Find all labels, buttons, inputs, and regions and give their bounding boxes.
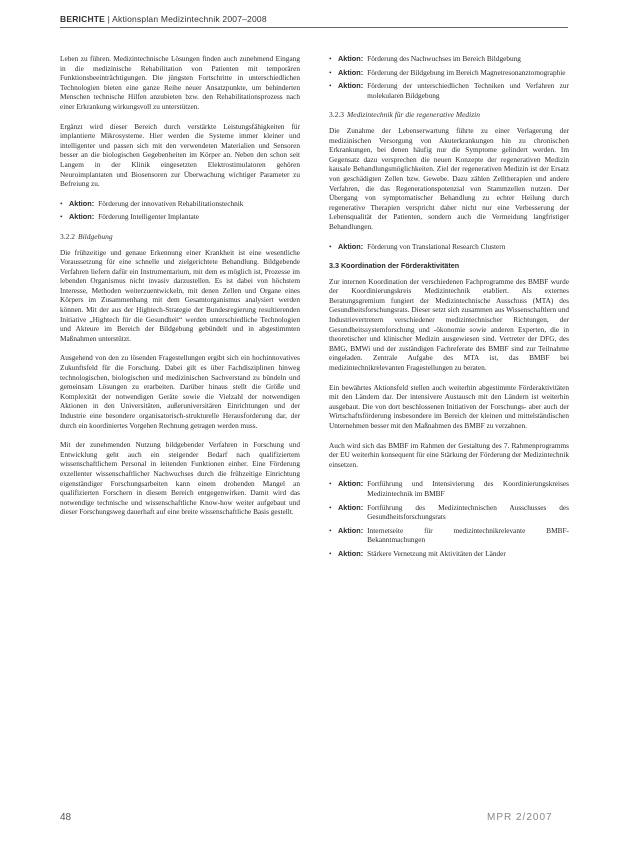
left-paragraph-1: Leben zu führen. Medizintechnische Lösungen finden auch zunehmend Eingang in die medizinische Rehabilitation von Patienten mit temporären Funktionsbeeinträchtigungen. Die jüngsten Fortschritte in unterschiedlichen Technologien bieten eine ganze Reihe neuer Ansatzpunkte, um behinderten Menschen technische Hilfen anzubieten bzw. den Rehabilitationsprozess nach einer Erkrankung wirkungsvoll zu unterstützen. — [60, 54, 300, 111]
list-item — [329, 503, 569, 522]
left-paragraph-4: Ausgehend von den zu lösenden Fragestellungen ergibt sich ein hochinnovatives Zukunftsfeld für die Forschung. Dabei gilt es über Fachdisziplinen hinweg technologischen, biologischen und medizinischen Sachverstand zu bündeln und gemeinsam Lösungen zu erarbeiten. Darüber hinaus stellt die Größe und Komplexität der notwendigen Geräte sowie die Vielzahl der notwendigen Aktionen in den Universitäten, außeruniversitären Einrichtungen und der Industrie eine besondere organisatorisch-strukturelle Herausforderung dar, der durch ein koordiniertes Vorgehen Rechnung getragen werden muss. — [60, 353, 300, 430]
action-text: Förderung Intelligenter Implantate — [98, 212, 200, 222]
section-number: 3.2.2 — [60, 231, 75, 241]
action-text: Förderung des Nachwuchses im Bereich Bildgebung — [367, 54, 521, 63]
section-heading-regenerative — [329, 110, 569, 120]
bullet-icon: • — [329, 479, 332, 489]
bullet-icon: • — [329, 81, 332, 91]
action-key: Aktion: — [338, 81, 364, 91]
action-key: Aktion: — [338, 241, 364, 251]
action-key: Aktion: — [338, 548, 364, 558]
action-key: Aktion: — [69, 198, 95, 208]
header-separator: | — [107, 14, 111, 24]
running-head — [60, 14, 267, 24]
left-paragraph-2: Ergänzt wird dieser Bereich durch verstärkte Leistungsfähigkeiten für implantierte Mikrosysteme. Hier werden die Systeme immer kleiner und intelligenter und passen sich mit den verwendeten Materialien und Sensoren besser an die biologischen Gegebenheiten im Körper an. Neben den schon seit Langem in der Klinik eingesetzten Elektrostimulatoren gehören Neuroimplantaten und Biosensoren zur Überwachung wichtiger Parameter zu Befreiung zu. — [60, 121, 300, 189]
action-text: Förderung der Bildgebung im Bereich Magnetresonanztomographie — [367, 67, 566, 77]
left-paragraph-3: Die frühzeitige und genaue Erkennung einer Krankheit ist eine wesentliche Voraussetzung für eine schnelle und zielgerichtete Behandlung. Bildgebende Verfahren liefern dafür ein Instrumentarium, mit dem es möglich ist, Prozesse im lebenden Organismus nicht invasiv darzustellen. Es ist dabei von höchstem Interesse, Methoden weiterzuentwickeln, mit denen Zellen und Organe eines Körpers im Zusammenhang mit dem Gesamtorganismus analysiert werden können. Mit der aus der Hightech-Strategie der Bundesregierung resultierenden Initiative „Hightech für die Gesundheit“ werden unterschiedliche Technologien und Akteure im Bereich der Bildgebung gebündelt und in abgestimmten Maßnahmen unterstützt. — [60, 247, 300, 343]
bullet-icon: • — [60, 212, 63, 222]
action-text: Fortführung des Medizintechnischen Ausschusses des Gesundheitsforschungsrats — [367, 502, 569, 522]
list-item — [329, 549, 569, 559]
bullet-icon: • — [329, 241, 332, 251]
bullet-icon: • — [329, 54, 332, 63]
right-action-list-3 — [329, 479, 569, 558]
page-number: 48 — [60, 812, 72, 823]
section-label: BERICHTE — [60, 14, 106, 24]
action-key: Aktion: — [338, 54, 364, 63]
right-action-list-1 — [329, 54, 569, 100]
right-paragraph-3: Ein bewährtes Aktionsfeld stellen auch weiterhin abgestimmte Förderaktivitäten mit den Ländern dar. Der intensivere Austausch mit den Ländern ist weiterhin ausgebaut. Die von dort beschlossenen Initiativen der Forschungs- aber auch der Wirtschaftsförderung insbesondere im Bereich der kleinen und mittelständischen Unternehmen besser mit den Maßnahmen des BMBF zu verzahnen. — [329, 382, 569, 430]
right-paragraph-1: Die Zunahme der Lebenserwartung führte zu einer Verlagerung der medizinischen Versorgung von Akuterkrankungen hin zu chronischen Erkrankungen, bei denen häufig nur die Symptome gelindert werden. Im Gegensatz dazu versprechen die neuen Konzepte der regenerativen Medizin kausale Behandlungsmöglichkeiten. Ziel der regenerativen Medizin ist der Ersatz von geschädigten Zellen bzw. Gewebe. Dazu zählen Zelltherapien und andere Verfahren, die das Regenerationspotenzial von Stammzellen nutzen. Der Übergang von symptomatischer Behandlung zu echter Heilung durch regenerative Therapien verspricht daher nicht nur eine Verbesserung der Lebensqualität der Patienten, sondern auch die Vermeidung langfristiger Behandlungen. — [329, 125, 569, 231]
right-column — [329, 54, 569, 569]
list-item — [329, 479, 569, 498]
section-heading-koordination: 3.3 Koordination der Förderaktivitäten — [329, 261, 460, 271]
action-key: Aktion: — [338, 67, 364, 77]
right-action-list-2 — [329, 242, 569, 252]
action-key: Aktion: — [338, 479, 364, 489]
list-item — [60, 199, 300, 209]
bullet-icon: • — [329, 548, 332, 558]
action-text: Förderung der unterschiedlichen Techniken und Verfahren zur molekularen Bildgebung — [367, 81, 569, 100]
list-item — [329, 54, 569, 64]
bullet-icon: • — [60, 198, 63, 208]
bullet-icon: • — [329, 502, 332, 512]
action-key: Aktion: — [69, 212, 95, 222]
section-title: Medizintechnik für die regenerative Medizin — [347, 110, 481, 120]
section-number: 3.2.3 — [329, 110, 344, 120]
bullet-icon: • — [329, 67, 332, 77]
list-item — [60, 212, 300, 222]
journal-footer: MPR 2/2007 — [487, 812, 553, 823]
action-text: Fortführung und Intensivierung des Koordinierungskreises Medizintechnik im BMBF — [367, 479, 569, 498]
right-paragraph-2: Zur internen Koordination der verschiedenen Fachprogramme des BMBF wurde der Koordinierungskreis Medizintechnik etabliert. Als externes Beratungsgremium fungiert der Medizintechnische Ausschuss (MTA) des Gesundheitsforschungsrats. Dieser setzt sich zusammen aus Wissenschaftlern und Industrievertretern verschiedener medizintechnischer Richtungen, der Gesundheitssystemforschung und -ökonomie sowie anderen Experten, die in theoretischer und klinischer Medizin ausgewiesen sind. Vertreter der DFG, des BMG, BMWi und der zuständigen Fachreferate des BMBF sind zur Teilnahme eingeladen. Zentrale Aufgabe des MTA ist, das BMBF bei medizintechnikrelevanten Fragestellungen zu beraten. — [329, 276, 569, 373]
header-rule — [60, 27, 568, 28]
right-paragraph-4: Auch wird sich das BMBF im Rahmen der Gestaltung des 7. Rahmenprogramms der EU weiterhin konsequent für eine Stärkung der Förderung der Medizintechnik einsetzen. — [329, 440, 569, 469]
list-item — [329, 526, 569, 545]
action-text: Förderung der innovativen Rehabilitationstechnik — [98, 198, 244, 208]
action-text: Förderung von Translational Research Clustern — [367, 241, 506, 251]
left-action-list — [60, 199, 300, 222]
action-key: Aktion: — [338, 502, 364, 512]
list-item — [329, 68, 569, 78]
bullet-icon: • — [329, 525, 332, 535]
action-text: Stärkere Vernetzung mit Aktivitäten der Länder — [367, 548, 506, 558]
list-item — [329, 242, 569, 252]
section-heading-bildgebung — [60, 232, 300, 242]
header-title: Aktionsplan Medizintechnik 2007–2008 — [112, 14, 267, 24]
section-title: Bildgebung — [78, 231, 113, 241]
action-key: Aktion: — [338, 525, 364, 535]
left-column — [60, 54, 300, 527]
list-item — [329, 81, 569, 100]
action-text: Internetseite für medizintechnikrelevante BMBF-Bekanntmachungen — [367, 525, 569, 545]
left-paragraph-5: Mit der zunehmenden Nutzung bildgebender Verfahren in Forschung und Entwicklung geht auch ein steigender Bedarf nach qualifiziertem wissenschaftlichem Personal in leitenden Funktionen einher. Eine Förderung exzellenter wissenschaftlicher Nachwuchses durch die frühzeitige Einrichtung eigenständiger Forschungsarbeiten kann einem drohenden Mangel an qualifizierten Forschern in diesem Bereich entgegenwirken. Damit wird das notwendige technische und wissenschaftliche Know-how weiter aufgebaut und dieser Forschungsweg dauerhaft auf eine breite wissenschaftliche Basis gestellt. — [60, 440, 300, 517]
